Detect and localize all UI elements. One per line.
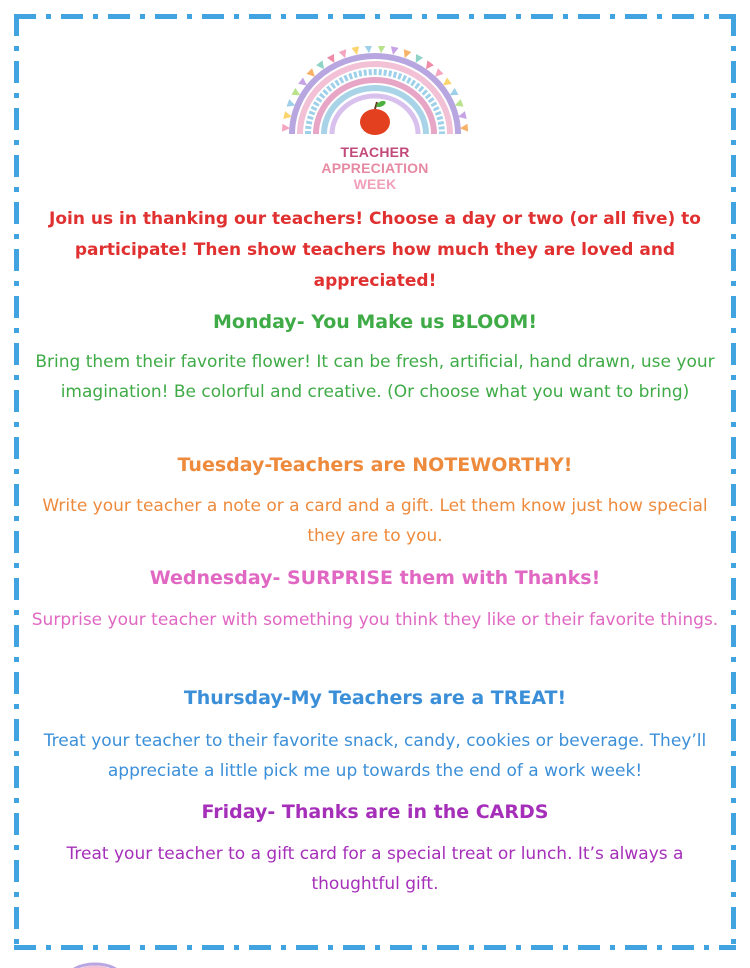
border-dash bbox=[563, 14, 568, 19]
border-dash bbox=[731, 437, 736, 459]
border-dash bbox=[437, 14, 459, 19]
border-dash bbox=[657, 945, 662, 950]
thursday-body: Treat your teacher to their favorite snack, candy, cookies or beverage. They’ll appreciate a little pick me up towards the end of a work week! bbox=[43, 731, 707, 781]
border-dash bbox=[14, 155, 19, 177]
border-dash bbox=[281, 945, 286, 950]
border-dash bbox=[516, 14, 521, 19]
border-dash bbox=[731, 484, 736, 506]
border-dash bbox=[731, 719, 736, 741]
border-dash bbox=[14, 939, 19, 944]
border-dash bbox=[731, 563, 736, 568]
border-dash bbox=[731, 46, 736, 51]
bunting-flag bbox=[364, 46, 373, 53]
friday-heading: Friday- Thanks are in the CARDS bbox=[201, 801, 549, 823]
logo-title-appreciation: APPRECIATION bbox=[321, 160, 429, 176]
border-dash bbox=[14, 860, 19, 882]
wednesday-body: Surprise your teacher with something you think they like or their favorite things. bbox=[31, 610, 719, 630]
apple-icon bbox=[360, 100, 390, 135]
logo-title-teacher: TEACHER bbox=[340, 144, 410, 160]
border-dash bbox=[731, 578, 736, 600]
border-dash bbox=[328, 14, 333, 19]
border-dash bbox=[731, 657, 736, 662]
border-dash bbox=[14, 766, 19, 788]
border-dash bbox=[249, 14, 271, 19]
border-dash bbox=[578, 14, 600, 19]
border-dash bbox=[187, 945, 192, 950]
border-dash bbox=[731, 328, 736, 333]
border-dash bbox=[14, 907, 19, 929]
border-dash bbox=[108, 14, 130, 19]
border-dash bbox=[731, 907, 736, 929]
bunting-flag bbox=[351, 46, 361, 56]
border-dash bbox=[731, 751, 736, 756]
border-dash bbox=[14, 281, 19, 286]
border-dash bbox=[731, 531, 736, 553]
border-dash bbox=[422, 14, 427, 19]
border-dash bbox=[375, 945, 380, 950]
border-dash bbox=[731, 845, 736, 850]
border-dash bbox=[234, 945, 239, 950]
border-dash bbox=[484, 945, 506, 950]
border-dash bbox=[704, 14, 709, 19]
border-dash bbox=[437, 945, 459, 950]
border-dash bbox=[14, 108, 19, 130]
border-dash bbox=[296, 14, 318, 19]
border-dash bbox=[140, 14, 145, 19]
border-dash bbox=[422, 945, 427, 950]
border-dash bbox=[531, 14, 553, 19]
border-dash bbox=[14, 704, 19, 709]
border-dash bbox=[672, 14, 694, 19]
border-dash bbox=[484, 14, 506, 19]
monday-body: Bring them their favorite flower! It can be fresh, artificial, hand drawn, use your imagination! Be colorful and creative. (Or choose what you want to bring) bbox=[35, 352, 715, 402]
border-dash bbox=[14, 390, 19, 412]
border-dash bbox=[731, 343, 736, 365]
border-dash bbox=[516, 945, 521, 950]
border-dash bbox=[249, 945, 271, 950]
border-dash bbox=[731, 892, 736, 897]
border-dash bbox=[14, 46, 19, 51]
border-dash bbox=[14, 563, 19, 568]
border-dash bbox=[202, 945, 224, 950]
border-dash bbox=[61, 945, 83, 950]
border-dash bbox=[281, 14, 286, 19]
border-dash bbox=[14, 249, 19, 271]
border-dash bbox=[731, 390, 736, 412]
border-dash bbox=[46, 945, 51, 950]
bunting-flag bbox=[389, 46, 399, 56]
rainbow-icon bbox=[278, 46, 472, 146]
monday-heading: Monday- You Make us BLOOM! bbox=[212, 311, 537, 333]
border-dash bbox=[14, 719, 19, 741]
tuesday-heading: Tuesday-Teachers are NOTEWORTHY! bbox=[177, 454, 573, 476]
border-dash bbox=[14, 202, 19, 224]
wednesday-heading: Wednesday- SURPRISE them with Thanks! bbox=[149, 567, 601, 589]
border-dash bbox=[328, 945, 333, 950]
bottom-rainbow-icon bbox=[60, 958, 130, 968]
border-dash bbox=[731, 672, 736, 694]
border-dash bbox=[14, 375, 19, 380]
border-dash bbox=[14, 343, 19, 365]
border-dash bbox=[14, 140, 19, 145]
border-dash bbox=[343, 14, 365, 19]
border-dash bbox=[14, 484, 19, 506]
border-dash bbox=[14, 845, 19, 850]
border-dash bbox=[731, 108, 736, 130]
border-dash bbox=[563, 945, 568, 950]
friday-body: Treat your teacher to a gift card for a special treat or lunch. It’s always a thoughtful gift. bbox=[66, 844, 684, 894]
border-dash bbox=[657, 14, 662, 19]
border-dash bbox=[610, 14, 615, 19]
border-dash bbox=[343, 945, 365, 950]
border-dash bbox=[14, 798, 19, 803]
logo-title-week: WEEK bbox=[353, 176, 397, 192]
border-dash bbox=[14, 892, 19, 897]
border-dash bbox=[731, 375, 736, 380]
border-dash bbox=[14, 578, 19, 600]
border-dash bbox=[704, 945, 709, 950]
border-dash bbox=[14, 93, 19, 98]
border-dash bbox=[375, 14, 380, 19]
border-dash bbox=[14, 61, 19, 83]
bunting-flag bbox=[377, 46, 386, 53]
border-dash bbox=[610, 945, 615, 950]
border-dash bbox=[296, 945, 318, 950]
intro-text: Join us in thanking our teachers! Choose a day or two (or all five) to participate! Then show teachers how much they are loved and appreciated! bbox=[49, 209, 701, 291]
border-dash bbox=[578, 945, 600, 950]
border-dash bbox=[108, 945, 130, 950]
thursday-heading: Thursday-My Teachers are a TREAT! bbox=[183, 687, 567, 709]
border-dash bbox=[93, 945, 98, 950]
border-dash bbox=[14, 751, 19, 756]
border-dash bbox=[672, 945, 694, 950]
border-dash bbox=[731, 766, 736, 788]
border-dash bbox=[187, 14, 192, 19]
border-dash bbox=[46, 14, 51, 19]
border-dash bbox=[531, 945, 553, 950]
border-dash bbox=[14, 625, 19, 647]
border-dash bbox=[469, 945, 474, 950]
border-dash bbox=[731, 155, 736, 177]
border-dash bbox=[731, 281, 736, 286]
border-dash bbox=[731, 296, 736, 318]
border-dash bbox=[14, 234, 19, 239]
border-dash bbox=[731, 516, 736, 521]
border-dash bbox=[731, 704, 736, 709]
border-dash bbox=[731, 939, 736, 944]
border-dash bbox=[731, 798, 736, 803]
border-dash bbox=[14, 672, 19, 694]
border-dash bbox=[731, 140, 736, 145]
border-dash bbox=[731, 625, 736, 647]
border-dash bbox=[731, 249, 736, 271]
border-dash bbox=[155, 14, 177, 19]
border-dash bbox=[93, 14, 98, 19]
border-dash bbox=[61, 14, 83, 19]
border-dash bbox=[202, 14, 224, 19]
border-dash bbox=[731, 860, 736, 882]
border-dash bbox=[14, 945, 36, 950]
border-dash bbox=[140, 945, 145, 950]
border-dash bbox=[469, 14, 474, 19]
border-dash bbox=[14, 437, 19, 459]
border-dash bbox=[390, 14, 412, 19]
border-dash bbox=[14, 610, 19, 615]
border-dash bbox=[719, 945, 736, 950]
border-dash bbox=[14, 296, 19, 318]
border-dash bbox=[731, 14, 736, 36]
border-dash bbox=[234, 14, 239, 19]
border-dash bbox=[14, 328, 19, 333]
border-dash bbox=[14, 531, 19, 553]
border-dash bbox=[155, 945, 177, 950]
border-dash bbox=[731, 93, 736, 98]
border-dash bbox=[731, 610, 736, 615]
border-dash bbox=[14, 14, 19, 36]
border-dash bbox=[14, 657, 19, 662]
border-dash bbox=[14, 516, 19, 521]
border-dash bbox=[731, 813, 736, 835]
border-dash bbox=[731, 187, 736, 192]
border-dash bbox=[625, 14, 647, 19]
border-dash bbox=[731, 202, 736, 224]
border-dash bbox=[14, 187, 19, 192]
border-dash bbox=[731, 469, 736, 474]
border-dash bbox=[731, 422, 736, 427]
border-dash bbox=[731, 61, 736, 83]
border-dash bbox=[731, 234, 736, 239]
border-dash bbox=[625, 945, 647, 950]
border-dash bbox=[14, 422, 19, 427]
border-dash bbox=[14, 469, 19, 474]
border-dash bbox=[390, 945, 412, 950]
tuesday-body: Write your teacher a note or a card and a gift. Let them know just how special they are to you. bbox=[42, 496, 708, 546]
teacher-appreciation-logo bbox=[278, 46, 472, 196]
border-dash bbox=[14, 813, 19, 835]
